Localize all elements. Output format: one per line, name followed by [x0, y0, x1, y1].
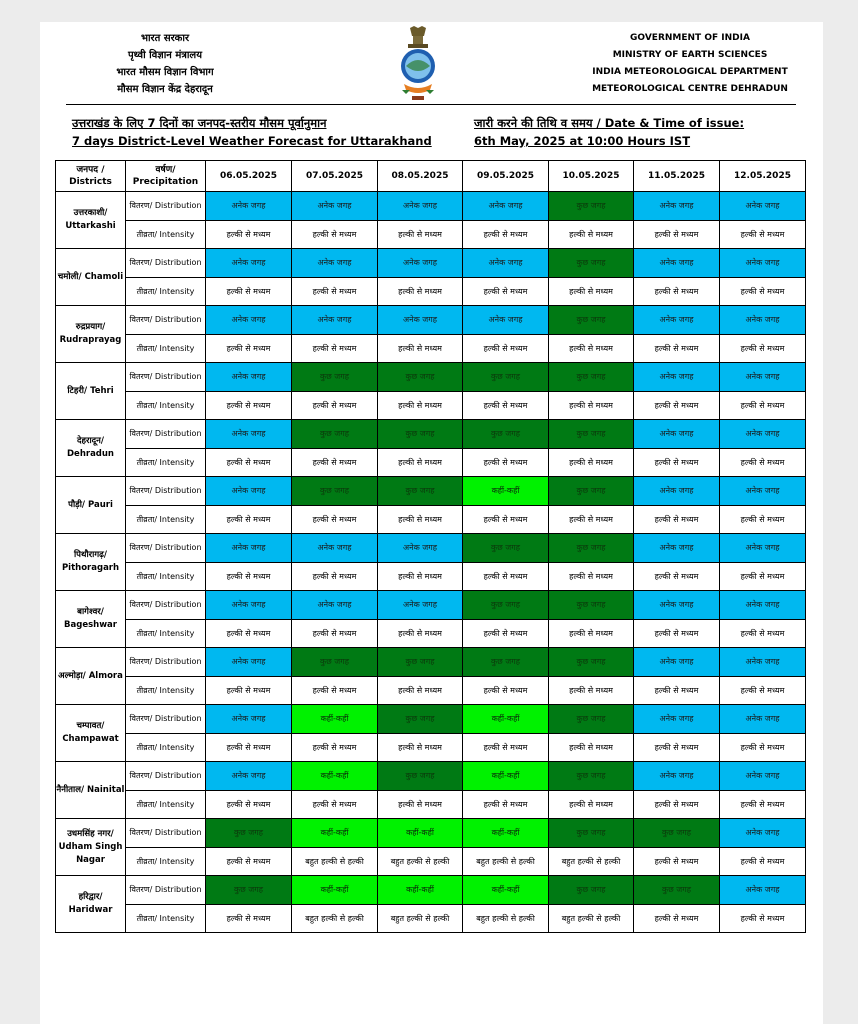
date-header: 10.05.2025	[549, 161, 634, 192]
distribution-cell: अनेक जगह	[292, 192, 378, 221]
distribution-cell: अनेक जगह	[634, 762, 720, 791]
intensity-cell: हल्की से मध्यम	[378, 278, 463, 306]
distribution-cell: अनेक जगह	[378, 249, 463, 278]
district-name: पिथौरागढ़/ Pithoragarh	[56, 534, 126, 591]
intensity-cell: हल्की से मध्यम	[206, 335, 292, 363]
intensity-cell: हल्की से मध्यम	[292, 221, 378, 249]
distribution-label: वितरण/ Distribution	[126, 534, 206, 563]
header-english-line: MINISTRY OF EARTH SCIENCES	[612, 50, 768, 60]
distribution-cell: कुछ जगह	[549, 249, 634, 278]
header-english-line: INDIA METEOROLOGICAL DEPARTMENT	[592, 67, 788, 77]
intensity-cell: हल्की से मध्यम	[206, 791, 292, 819]
intensity-label: तीव्रता/ Intensity	[126, 905, 206, 933]
distribution-cell: कहीं-कहीं	[463, 819, 549, 848]
intensity-cell: बहुत हल्की से हल्की	[378, 905, 463, 933]
intensity-cell: हल्की से मध्यम	[378, 392, 463, 420]
intensity-cell: हल्की से मध्यम	[378, 449, 463, 477]
distribution-cell: अनेक जगह	[292, 534, 378, 563]
distribution-cell: अनेक जगह	[206, 306, 292, 335]
distribution-label: वितरण/ Distribution	[126, 192, 206, 221]
intensity-cell: हल्की से मध्यम	[378, 563, 463, 591]
distribution-cell: कुछ जगह	[549, 819, 634, 848]
distribution-cell: अनेक जगह	[206, 591, 292, 620]
intensity-cell: हल्की से मध्यम	[206, 449, 292, 477]
distribution-cell: अनेक जगह	[720, 534, 806, 563]
distribution-cell: अनेक जगह	[720, 192, 806, 221]
distribution-label: वितरण/ Distribution	[126, 819, 206, 848]
distribution-cell: कुछ जगह	[378, 477, 463, 506]
issue-label: जारी करने की तिथि व समय / Date & Time of issue:	[474, 116, 745, 130]
distribution-cell: कुछ जगह	[549, 762, 634, 791]
distribution-cell: अनेक जगह	[720, 306, 806, 335]
intensity-cell: हल्की से मध्यम	[549, 221, 634, 249]
distribution-cell: कुछ जगह	[549, 534, 634, 563]
intensity-cell: हल्की से मध्यम	[634, 392, 720, 420]
intensity-cell: बहुत हल्की से हल्की	[463, 848, 549, 876]
intensity-cell: हल्की से मध्यम	[378, 620, 463, 648]
intensity-cell: हल्की से मध्यम	[634, 278, 720, 306]
intensity-cell: हल्की से मध्यम	[720, 278, 806, 306]
district-name: चम्पावत/ Champawat	[56, 705, 126, 762]
intensity-cell: हल्की से मध्यम	[463, 392, 549, 420]
intensity-cell: हल्की से मध्यम	[720, 449, 806, 477]
distribution-cell: अनेक जगह	[720, 591, 806, 620]
intensity-cell: हल्की से मध्यम	[720, 335, 806, 363]
title-hindi: उत्तराखंड के लिए 7 दिनों का जनपद-स्तरीय मौसम पूर्वानुमान	[72, 116, 327, 130]
district-intensity-row	[56, 563, 806, 591]
distribution-cell: कुछ जगह	[463, 363, 549, 392]
intensity-cell: हल्की से मध्यम	[720, 848, 806, 876]
intensity-label: तीव्रता/ Intensity	[126, 563, 206, 591]
distribution-cell: अनेक जगह	[206, 249, 292, 278]
distribution-cell: अनेक जगह	[206, 534, 292, 563]
distribution-cell: कुछ जगह	[378, 705, 463, 734]
distribution-cell: अनेक जगह	[378, 192, 463, 221]
distribution-label: वितरण/ Distribution	[126, 363, 206, 392]
intensity-cell: हल्की से मध्यम	[549, 677, 634, 705]
intensity-cell: हल्की से मध्यम	[292, 677, 378, 705]
distribution-cell: कुछ जगह	[463, 420, 549, 449]
distribution-cell: कुछ जगह	[549, 420, 634, 449]
distribution-cell: अनेक जगह	[634, 534, 720, 563]
distribution-cell: कुछ जगह	[463, 534, 549, 563]
district-distribution-row	[56, 762, 806, 791]
intensity-cell: बहुत हल्की से हल्की	[549, 848, 634, 876]
intensity-cell: हल्की से मध्यम	[206, 563, 292, 591]
intensity-cell: हल्की से मध्यम	[463, 677, 549, 705]
distribution-cell: अनेक जगह	[292, 249, 378, 278]
distribution-cell: अनेक जगह	[720, 648, 806, 677]
district-distribution-row	[56, 648, 806, 677]
date-header: 12.05.2025	[720, 161, 806, 192]
district-name: बागेश्वर/ Bageshwar	[56, 591, 126, 648]
distribution-cell: अनेक जगह	[206, 762, 292, 791]
intensity-cell: हल्की से मध्यम	[634, 905, 720, 933]
header-hindi-line: भारत सरकार	[140, 33, 190, 44]
intensity-label: तीव्रता/ Intensity	[126, 734, 206, 762]
header-english-line: METEOROLOGICAL CENTRE DEHRADUN	[592, 84, 788, 94]
header-hindi-line: भारत मौसम विज्ञान विभाग	[116, 67, 214, 78]
distribution-label: वितरण/ Distribution	[126, 648, 206, 677]
distribution-cell: अनेक जगह	[720, 819, 806, 848]
distribution-cell: कुछ जगह	[378, 363, 463, 392]
district-name: उत्तरकाशी/ Uttarkashi	[56, 192, 126, 249]
district-intensity-row	[56, 791, 806, 819]
intensity-cell: हल्की से मध्यम	[549, 734, 634, 762]
intensity-cell: बहुत हल्की से हल्की	[378, 848, 463, 876]
district-name: नैनीताल/ Nainital	[56, 762, 126, 819]
intensity-label: तीव्रता/ Intensity	[126, 791, 206, 819]
distribution-cell: अनेक जगह	[206, 648, 292, 677]
intensity-cell: हल्की से मध्यम	[463, 734, 549, 762]
intensity-label: तीव्रता/ Intensity	[126, 848, 206, 876]
intensity-label: तीव्रता/ Intensity	[126, 449, 206, 477]
intensity-cell: हल्की से मध्यम	[463, 221, 549, 249]
distribution-cell: कहीं-कहीं	[463, 762, 549, 791]
forecast-table	[55, 160, 806, 933]
district-intensity-row	[56, 620, 806, 648]
intensity-cell: हल्की से मध्यम	[634, 449, 720, 477]
district-distribution-row	[56, 363, 806, 392]
intensity-cell: हल्की से मध्यम	[292, 734, 378, 762]
intensity-label: तीव्रता/ Intensity	[126, 506, 206, 534]
distribution-cell: कहीं-कहीं	[292, 819, 378, 848]
intensity-cell: हल्की से मध्यम	[720, 677, 806, 705]
distribution-cell: अनेक जगह	[720, 477, 806, 506]
distribution-cell: अनेक जगह	[634, 363, 720, 392]
district-name: देहरादून/ Dehradun	[56, 420, 126, 477]
intensity-cell: हल्की से मध्यम	[292, 506, 378, 534]
distribution-cell: अनेक जगह	[463, 249, 549, 278]
district-intensity-row	[56, 449, 806, 477]
district-name: रुद्रप्रयाग/ Rudraprayag	[56, 306, 126, 363]
intensity-cell: हल्की से मध्यम	[206, 221, 292, 249]
distribution-cell: कुछ जगह	[634, 819, 720, 848]
distribution-cell: कहीं-कहीं	[463, 477, 549, 506]
district-name: पौड़ी/ Pauri	[56, 477, 126, 534]
district-column-header: जनपद / Districts	[56, 161, 126, 192]
distribution-cell: कुछ जगह	[292, 477, 378, 506]
distribution-cell: कुछ जगह	[463, 648, 549, 677]
distribution-cell: अनेक जगह	[720, 249, 806, 278]
distribution-cell: कहीं-कहीं	[463, 876, 549, 905]
intensity-cell: हल्की से मध्यम	[634, 563, 720, 591]
distribution-cell: अनेक जगह	[634, 249, 720, 278]
intensity-cell: हल्की से मध्यम	[463, 278, 549, 306]
intensity-cell: हल्की से मध्यम	[634, 848, 720, 876]
title-english: 7 days District-Level Weather Forecast for Uttarakhand	[72, 134, 432, 148]
intensity-cell: हल्की से मध्यम	[720, 905, 806, 933]
intensity-label: तीव्रता/ Intensity	[126, 677, 206, 705]
intensity-cell: हल्की से मध्यम	[206, 848, 292, 876]
distribution-cell: कुछ जगह	[549, 306, 634, 335]
intensity-cell: हल्की से मध्यम	[549, 506, 634, 534]
distribution-cell: कुछ जगह	[549, 876, 634, 905]
forecast-title	[72, 114, 432, 150]
distribution-label: वितरण/ Distribution	[126, 876, 206, 905]
intensity-cell: हल्की से मध्यम	[549, 335, 634, 363]
intensity-label: तीव्रता/ Intensity	[126, 335, 206, 363]
date-header: 06.05.2025	[206, 161, 292, 192]
distribution-cell: कहीं-कहीं	[463, 705, 549, 734]
district-name: अल्मोड़ा/ Almora	[56, 648, 126, 705]
intensity-cell: हल्की से मध्यम	[720, 563, 806, 591]
intensity-cell: हल्की से मध्यम	[292, 278, 378, 306]
distribution-cell: कुछ जगह	[292, 363, 378, 392]
distribution-cell: कहीं-कहीं	[292, 762, 378, 791]
distribution-cell: अनेक जगह	[720, 420, 806, 449]
distribution-cell: अनेक जगह	[206, 705, 292, 734]
national-emblem-logo	[390, 24, 446, 104]
district-distribution-row	[56, 534, 806, 563]
distribution-cell: अनेक जगह	[292, 306, 378, 335]
distribution-label: वितरण/ Distribution	[126, 249, 206, 278]
district-distribution-row	[56, 192, 806, 221]
intensity-cell: हल्की से मध्यम	[463, 506, 549, 534]
intensity-cell: हल्की से मध्यम	[292, 791, 378, 819]
intensity-label: तीव्रता/ Intensity	[126, 392, 206, 420]
intensity-cell: बहुत हल्की से हल्की	[292, 905, 378, 933]
distribution-cell: कुछ जगह	[549, 648, 634, 677]
district-intensity-row	[56, 221, 806, 249]
district-intensity-row	[56, 335, 806, 363]
intensity-cell: हल्की से मध्यम	[378, 506, 463, 534]
distribution-cell: कहीं-कहीं	[292, 876, 378, 905]
distribution-cell: कुछ जगह	[206, 876, 292, 905]
distribution-cell: कहीं-कहीं	[292, 705, 378, 734]
intensity-cell: बहुत हल्की से हल्की	[549, 905, 634, 933]
intensity-cell: हल्की से मध्यम	[463, 791, 549, 819]
district-distribution-row	[56, 249, 806, 278]
issue-info	[474, 114, 744, 150]
intensity-cell: हल्की से मध्यम	[206, 392, 292, 420]
intensity-cell: हल्की से मध्यम	[549, 791, 634, 819]
intensity-cell: हल्की से मध्यम	[720, 620, 806, 648]
distribution-label: वितरण/ Distribution	[126, 591, 206, 620]
header-divider	[66, 104, 796, 105]
forecast-table-body	[56, 192, 806, 933]
intensity-cell: हल्की से मध्यम	[292, 620, 378, 648]
distribution-cell: कुछ जगह	[634, 876, 720, 905]
intensity-cell: हल्की से मध्यम	[720, 506, 806, 534]
distribution-cell: कुछ जगह	[549, 705, 634, 734]
distribution-label: वितरण/ Distribution	[126, 306, 206, 335]
intensity-cell: हल्की से मध्यम	[463, 620, 549, 648]
distribution-cell: कुछ जगह	[549, 591, 634, 620]
distribution-cell: अनेक जगह	[720, 363, 806, 392]
intensity-cell: हल्की से मध्यम	[634, 335, 720, 363]
distribution-cell: अनेक जगह	[634, 306, 720, 335]
header-hindi-line: मौसम विज्ञान केंद्र देहरादून	[117, 84, 213, 95]
district-distribution-row	[56, 705, 806, 734]
intensity-cell: हल्की से मध्यम	[292, 335, 378, 363]
intensity-cell: हल्की से मध्यम	[463, 563, 549, 591]
intensity-cell: हल्की से मध्यम	[206, 620, 292, 648]
distribution-cell: अनेक जगह	[634, 192, 720, 221]
intensity-cell: हल्की से मध्यम	[634, 734, 720, 762]
distribution-cell: कहीं-कहीं	[378, 819, 463, 848]
precipitation-column-header: वर्षण/ Precipitation	[126, 161, 206, 192]
distribution-cell: कुछ जगह	[292, 648, 378, 677]
intensity-cell: हल्की से मध्यम	[720, 221, 806, 249]
intensity-cell: हल्की से मध्यम	[634, 791, 720, 819]
intensity-label: तीव्रता/ Intensity	[126, 221, 206, 249]
district-distribution-row	[56, 591, 806, 620]
intensity-cell: हल्की से मध्यम	[292, 449, 378, 477]
distribution-label: वितरण/ Distribution	[126, 762, 206, 791]
distribution-cell: अनेक जगह	[206, 477, 292, 506]
district-name: चमोली/ Chamoli	[56, 249, 126, 306]
distribution-cell: कुछ जगह	[549, 192, 634, 221]
intensity-cell: हल्की से मध्यम	[292, 563, 378, 591]
intensity-cell: हल्की से मध्यम	[378, 791, 463, 819]
intensity-cell: हल्की से मध्यम	[634, 620, 720, 648]
distribution-cell: अनेक जगह	[634, 420, 720, 449]
date-header: 09.05.2025	[463, 161, 549, 192]
forecast-document	[40, 22, 823, 1024]
header-english-line: GOVERNMENT OF INDIA	[630, 33, 750, 43]
intensity-label: तीव्रता/ Intensity	[126, 278, 206, 306]
header-english	[580, 30, 800, 98]
distribution-label: वितरण/ Distribution	[126, 705, 206, 734]
district-intensity-row	[56, 392, 806, 420]
intensity-cell: हल्की से मध्यम	[206, 506, 292, 534]
intensity-cell: हल्की से मध्यम	[206, 278, 292, 306]
intensity-cell: हल्की से मध्यम	[206, 677, 292, 705]
distribution-cell: कुछ जगह	[378, 648, 463, 677]
distribution-cell: अनेक जगह	[634, 705, 720, 734]
distribution-cell: अनेक जगह	[634, 591, 720, 620]
intensity-cell: हल्की से मध्यम	[463, 449, 549, 477]
intensity-cell: हल्की से मध्यम	[463, 335, 549, 363]
distribution-cell: अनेक जगह	[634, 477, 720, 506]
issue-value: 6th May, 2025 at 10:00 Hours IST	[474, 134, 691, 148]
distribution-cell: अनेक जगह	[720, 705, 806, 734]
intensity-cell: हल्की से मध्यम	[720, 791, 806, 819]
distribution-cell: अनेक जगह	[378, 591, 463, 620]
distribution-cell: अनेक जगह	[378, 534, 463, 563]
district-name: उधमसिंह नगर/ Udham Singh Nagar	[56, 819, 126, 876]
intensity-cell: हल्की से मध्यम	[634, 221, 720, 249]
intensity-cell: हल्की से मध्यम	[549, 449, 634, 477]
intensity-cell: हल्की से मध्यम	[720, 392, 806, 420]
distribution-cell: अनेक जगह	[463, 306, 549, 335]
intensity-cell: हल्की से मध्यम	[549, 620, 634, 648]
intensity-cell: हल्की से मध्यम	[549, 563, 634, 591]
distribution-cell: कुछ जगह	[549, 477, 634, 506]
intensity-cell: हल्की से मध्यम	[378, 221, 463, 249]
intensity-cell: हल्की से मध्यम	[549, 278, 634, 306]
district-name: हरिद्वार/ Haridwar	[56, 876, 126, 933]
distribution-cell: अनेक जगह	[378, 306, 463, 335]
distribution-cell: कुछ जगह	[549, 363, 634, 392]
date-header: 11.05.2025	[634, 161, 720, 192]
header-hindi	[80, 30, 250, 98]
district-distribution-row	[56, 876, 806, 905]
date-header: 08.05.2025	[378, 161, 463, 192]
distribution-cell: अनेक जगह	[463, 192, 549, 221]
intensity-cell: हल्की से मध्यम	[378, 677, 463, 705]
distribution-cell: अनेक जगह	[206, 192, 292, 221]
intensity-cell: हल्की से मध्यम	[206, 905, 292, 933]
district-intensity-row	[56, 848, 806, 876]
distribution-cell: अनेक जगह	[292, 591, 378, 620]
district-distribution-row	[56, 477, 806, 506]
distribution-label: वितरण/ Distribution	[126, 420, 206, 449]
date-header: 07.05.2025	[292, 161, 378, 192]
district-intensity-row	[56, 278, 806, 306]
intensity-cell: हल्की से मध्यम	[720, 734, 806, 762]
distribution-label: वितरण/ Distribution	[126, 477, 206, 506]
intensity-cell: हल्की से मध्यम	[378, 335, 463, 363]
header-hindi-line: पृथ्वी विज्ञान मंत्रालय	[127, 50, 203, 61]
district-distribution-row	[56, 306, 806, 335]
distribution-cell: अनेक जगह	[720, 876, 806, 905]
distribution-cell: अनेक जगह	[720, 762, 806, 791]
intensity-cell: बहुत हल्की से हल्की	[292, 848, 378, 876]
distribution-cell: अनेक जगह	[206, 420, 292, 449]
district-distribution-row	[56, 819, 806, 848]
district-intensity-row	[56, 677, 806, 705]
district-distribution-row	[56, 420, 806, 449]
district-intensity-row	[56, 506, 806, 534]
distribution-cell: अनेक जगह	[634, 648, 720, 677]
intensity-cell: हल्की से मध्यम	[378, 734, 463, 762]
distribution-cell: कुछ जगह	[292, 420, 378, 449]
intensity-cell: बहुत हल्की से हल्की	[463, 905, 549, 933]
district-name: टिहरी/ Tehri	[56, 363, 126, 420]
district-intensity-row	[56, 905, 806, 933]
district-intensity-row	[56, 734, 806, 762]
distribution-cell: कुछ जगह	[463, 591, 549, 620]
distribution-cell: कुछ जगह	[206, 819, 292, 848]
distribution-cell: कहीं-कहीं	[378, 876, 463, 905]
intensity-label: तीव्रता/ Intensity	[126, 620, 206, 648]
intensity-cell: हल्की से मध्यम	[634, 677, 720, 705]
distribution-cell: अनेक जगह	[206, 363, 292, 392]
intensity-cell: हल्की से मध्यम	[292, 392, 378, 420]
intensity-cell: हल्की से मध्यम	[206, 734, 292, 762]
distribution-cell: कुछ जगह	[378, 762, 463, 791]
distribution-cell: कुछ जगह	[378, 420, 463, 449]
intensity-cell: हल्की से मध्यम	[634, 506, 720, 534]
intensity-cell: हल्की से मध्यम	[549, 392, 634, 420]
